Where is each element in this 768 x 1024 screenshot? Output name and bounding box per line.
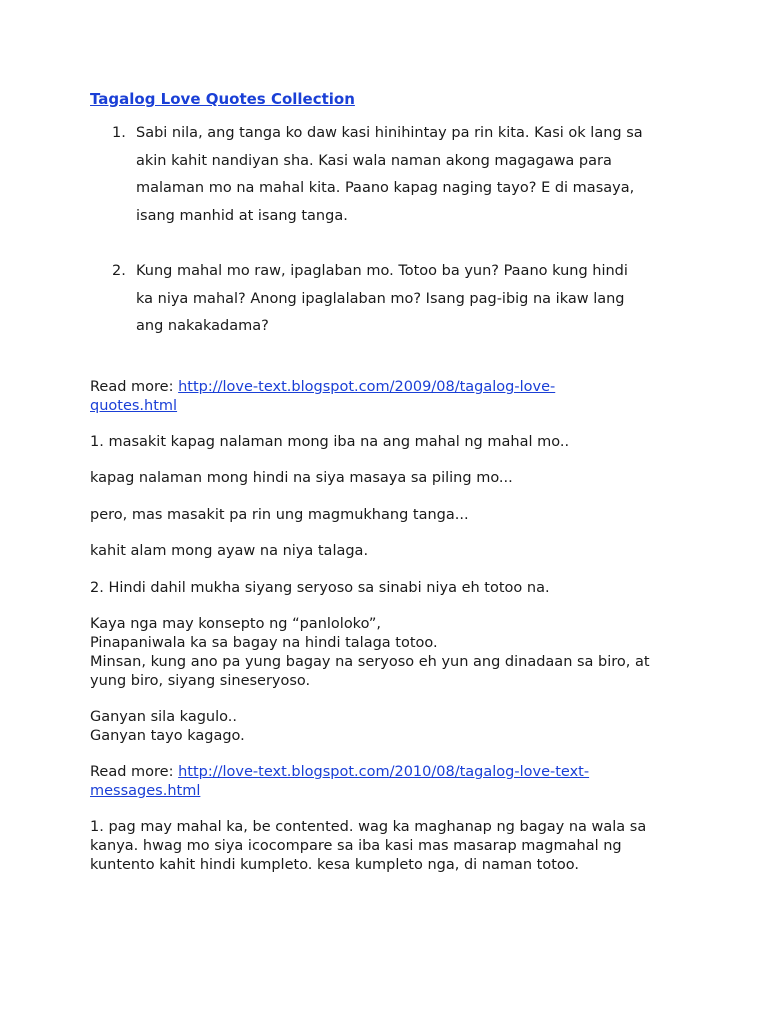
- text-line: kuntento kahit hindi kumpleto. kesa kumpleto nga, di naman totoo.: [90, 857, 580, 873]
- text-line: 1. masakit kapag nalaman mong iba na ang mahal ng mahal mo..: [90, 434, 570, 450]
- quote-line: akin kahit nandiyan sha. Kasi wala naman akong magagawa para: [136, 152, 612, 169]
- text-line: Ganyan sila kagulo..: [90, 709, 237, 725]
- title-link[interactable]: Tagalog Love Quotes Collection: [90, 90, 355, 108]
- list-item: [90, 120, 690, 230]
- read-more-link[interactable]: http://love-text.blogspot.com/2010/08/tagalog-love-text-: [178, 764, 590, 780]
- read-more-block: [90, 763, 680, 801]
- read-more-block: [90, 378, 680, 416]
- quote-line: ang nakakadama?: [136, 318, 269, 334]
- paragraph: [90, 708, 680, 746]
- read-more-label: Read more:: [90, 764, 179, 780]
- quote-list: [90, 120, 690, 341]
- text-line: Minsan, kung ano pa yung bagay na seryoso eh yun ang dinadaan sa biro, at: [90, 654, 650, 670]
- text-line: pero, mas masakit pa rin ung magmukhang tanga...: [90, 507, 469, 523]
- text-line: 2. Hindi dahil mukha siyang seryoso sa sinabi niya eh totoo na.: [90, 580, 550, 596]
- list-number: 1.: [112, 125, 126, 141]
- quote-line: isang manhid at isang tanga.: [136, 207, 348, 224]
- paragraph: [90, 433, 680, 452]
- text-line: 1. pag may mahal ka, be contented. wag ka maghanap ng bagay na wala sa: [90, 819, 647, 835]
- text-line: kanya. hwag mo siya icocompare sa iba kasi mas masarap magmahal ng: [90, 838, 622, 854]
- text-line: Kaya nga may konsepto ng “panloloko”,: [90, 616, 382, 632]
- quote-line: Kung mahal mo raw, ipaglaban mo. Totoo ba yun? Paano kung hindi: [136, 263, 628, 279]
- paragraph: [90, 615, 680, 691]
- text-line: yung biro, siyang sineseryoso.: [90, 673, 311, 689]
- quote-line: Sabi nila, ang tanga ko daw kasi hinihintay pa rin kita. Kasi ok lang sa: [136, 125, 643, 141]
- text-line: kapag nalaman mong hindi na siya masaya sa piling mo...: [90, 470, 513, 486]
- list-number: 2.: [112, 263, 126, 279]
- paragraph: [90, 579, 680, 598]
- paragraph: [90, 469, 680, 488]
- read-more-label: Read more:: [90, 379, 179, 395]
- text-line: Ganyan tayo kagago.: [90, 728, 245, 744]
- read-more-link-continued[interactable]: quotes.html: [90, 398, 178, 414]
- text-line: kahit alam mong ayaw na niya talaga.: [90, 543, 369, 559]
- paragraph: [90, 506, 680, 525]
- text-line: Pinapaniwala ka sa bagay na hindi talaga totoo.: [90, 635, 438, 651]
- read-more-link-continued[interactable]: messages.html: [90, 783, 201, 799]
- read-more-link[interactable]: http://love-text.blogspot.com/2009/08/tagalog-love-: [178, 379, 556, 395]
- quote-line: malaman mo na mahal kita. Paano kapag naging tayo? E di masaya,: [136, 180, 635, 196]
- list-item: [90, 258, 690, 341]
- paragraph: [90, 818, 680, 875]
- quote-line: ka niya mahal? Anong ipaglalaban mo? Isang pag-ibig na ikaw lang: [136, 290, 625, 307]
- paragraph: [90, 542, 680, 561]
